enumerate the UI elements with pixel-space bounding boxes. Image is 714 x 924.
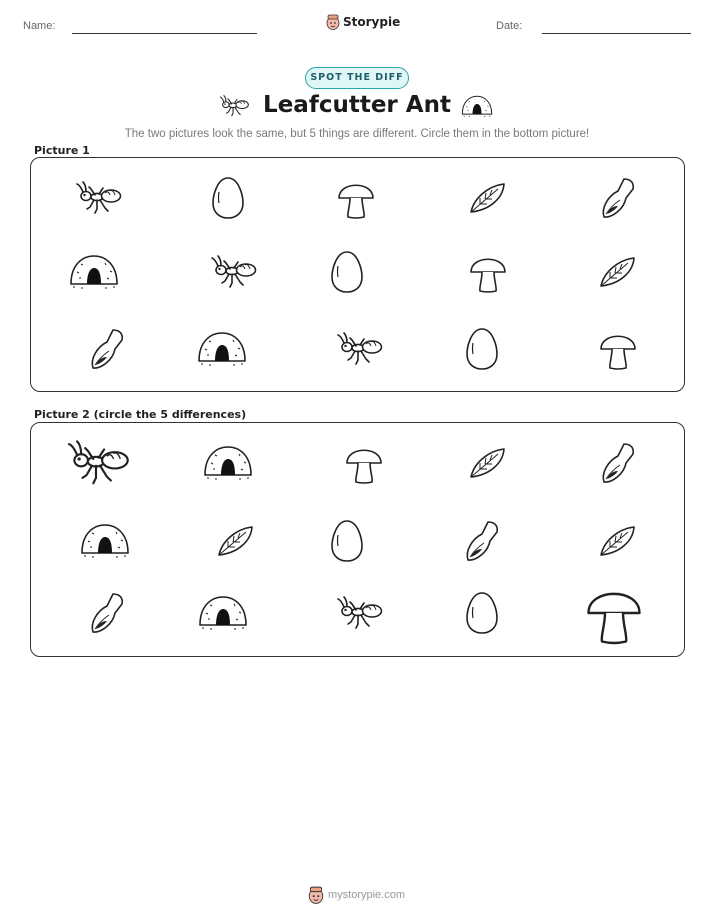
leaf-piece-icon[interactable] [87,591,127,635]
ant-icon[interactable] [338,593,384,633]
mushroom-icon[interactable] [584,580,644,646]
picture-2-label: Picture 2 (circle the 5 differences) [34,408,247,421]
cave-icon[interactable] [203,445,253,481]
mushroom-icon [598,327,638,371]
name-label: Name: [23,20,56,32]
leaf-piece-icon[interactable] [462,519,502,563]
mushroom-icon [468,250,508,294]
cave-icon[interactable] [80,523,130,559]
date-label: Date: [496,20,523,32]
leaf-piece-icon[interactable] [598,441,638,485]
ant-icon[interactable] [69,436,131,490]
cave-icon[interactable] [198,595,248,631]
leaf-icon[interactable] [468,445,508,481]
ant-icon [338,329,384,369]
egg-icon [330,250,364,294]
leaf-icon [468,180,508,216]
egg-icon [465,327,499,371]
leaf-piece-icon [598,176,638,220]
footer-url[interactable]: mystorypie.com [328,889,406,901]
leaf-piece-icon [87,327,127,371]
date-line[interactable] [542,33,691,34]
storypie-mascot-icon [326,14,340,30]
instructions: The two pictures look the same, but 5 things are different. Circle them in the bottom picture! [124,128,590,140]
cave-icon [197,331,247,367]
ant-icon [77,178,123,218]
page-title: Leafcutter Ant [263,92,451,118]
title-cave-icon [461,95,493,123]
leaf-icon[interactable] [598,523,638,559]
spot-the-diff-badge: SPOT THE DIFF [305,67,409,89]
brand-name: Storypie [343,15,401,29]
cave-icon [69,254,119,290]
mushroom-icon [336,176,376,220]
ant-icon [212,252,258,292]
brand-logo [326,14,400,30]
egg-icon[interactable] [330,519,364,563]
footer [308,886,405,904]
egg-icon [211,176,245,220]
storypie-mascot-icon [308,886,324,904]
name-line[interactable] [72,33,257,34]
picture-1-label: Picture 1 [34,144,90,157]
mushroom-icon[interactable] [344,441,384,485]
leaf-icon [598,254,638,290]
egg-icon[interactable] [465,591,499,635]
leaf-icon[interactable] [216,523,256,559]
